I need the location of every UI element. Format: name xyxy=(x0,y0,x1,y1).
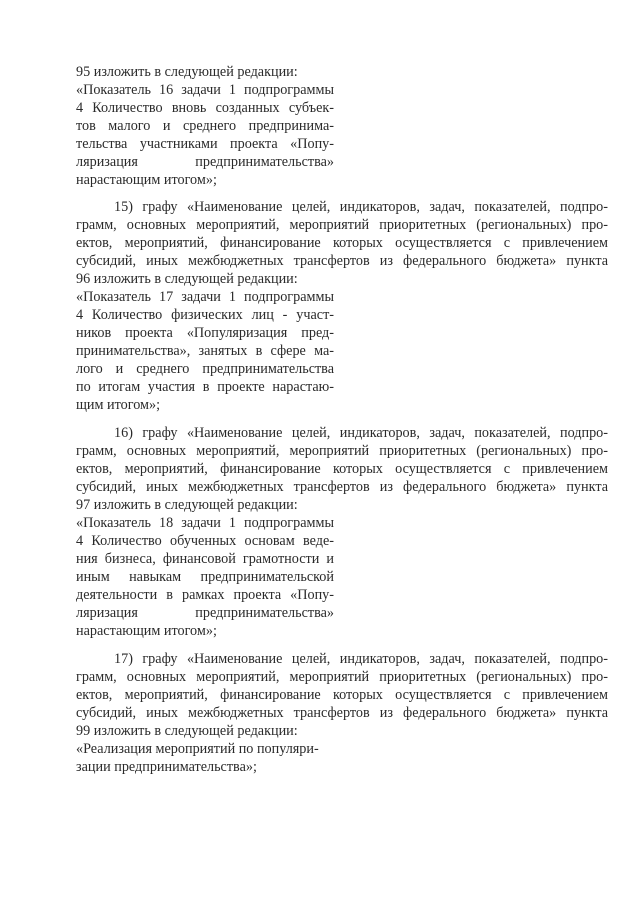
block4-para-line: субсидий, иных межбюджетных трансфертов из федерального бюджета» пункта xyxy=(76,705,608,721)
block4-para-line: грамм, основных мероприятий, мероприятий приоритетных (региональных) про- xyxy=(76,669,608,685)
block3-quote-line: «Показатель 18 задачи 1 подпрограммы xyxy=(76,515,334,531)
block1-quote-line: «Показатель 16 задачи 1 подпрограммы xyxy=(76,82,334,98)
block3-quote-line: иным навыкам предпринимательской xyxy=(76,569,334,585)
block2-quote-line: щим итогом»; xyxy=(76,397,161,413)
block4-quote-line: зации предпринимательства»; xyxy=(76,759,257,775)
block2-para-line: грамм, основных мероприятий, мероприятий приоритетных (региональных) про- xyxy=(76,217,608,233)
block1-quote-line: ляризация предпринимательства» xyxy=(76,154,334,170)
block3-quote-line: ляризация предпринимательства» xyxy=(76,605,334,621)
block3-quote-line: ния бизнеса, финансовой грамотности и xyxy=(76,551,334,567)
block4-para-line: ектов, мероприятий, финансирование которых осуществляется с привлечением xyxy=(76,687,608,703)
block2-quote-line: принимательства», занятых в сфере ма- xyxy=(76,343,334,359)
block1-quote-line: тельства участниками проекта «Попу- xyxy=(76,136,334,152)
block3-quote-line: 4 Количество обученных основам веде- xyxy=(76,533,334,549)
block2-quote-line: лого и среднего предпринимательства xyxy=(76,361,334,377)
block2-para-line: ектов, мероприятий, финансирование которых осуществляется с привлечением xyxy=(76,235,608,251)
block2-quote-line: ников проекта «Популяризация пред- xyxy=(76,325,334,341)
block3-para-line: 97 изложить в следующей редакции: xyxy=(76,497,298,513)
block3-para-line: ектов, мероприятий, финансирование которых осуществляется с привлечением xyxy=(76,461,608,477)
block3-para-line: субсидий, иных межбюджетных трансфертов из федерального бюджета» пункта xyxy=(76,479,608,495)
block4-para-line: 99 изложить в следующей редакции: xyxy=(76,723,298,739)
block3-para-line: грамм, основных мероприятий, мероприятий приоритетных (региональных) про- xyxy=(76,443,608,459)
block1-quote-line: нарастающим итогом»; xyxy=(76,172,217,188)
block1-intro: 95 изложить в следующей редакции: xyxy=(76,64,298,80)
block2-quote-line: по итогам участия в проекте нарастаю- xyxy=(76,379,334,395)
block4-quote-line: «Реализация мероприятий по популяри- xyxy=(76,741,319,757)
block3-quote-line: нарастающим итогом»; xyxy=(76,623,217,639)
block1-quote-line: 4 Количество вновь созданных субъек- xyxy=(76,100,334,116)
block4-para-line: 17) графу «Наименование целей, индикаторов, задач, показателей, подпро- xyxy=(114,651,608,667)
block2-quote-line: 4 Количество физических лиц - участ- xyxy=(76,307,334,323)
block2-para-line: 15) графу «Наименование целей, индикаторов, задач, показателей, подпро- xyxy=(114,199,608,215)
block1-quote-line: тов малого и среднего предпринима- xyxy=(76,118,334,134)
block2-para-line: субсидий, иных межбюджетных трансфертов из федерального бюджета» пункта xyxy=(76,253,608,269)
block2-para-line: 96 изложить в следующей редакции: xyxy=(76,271,298,287)
block3-quote-line: деятельности в рамках проекта «Попу- xyxy=(76,587,334,603)
block3-para-line: 16) графу «Наименование целей, индикаторов, задач, показателей, подпро- xyxy=(114,425,608,441)
block2-quote-line: «Показатель 17 задачи 1 подпрограммы xyxy=(76,289,334,305)
